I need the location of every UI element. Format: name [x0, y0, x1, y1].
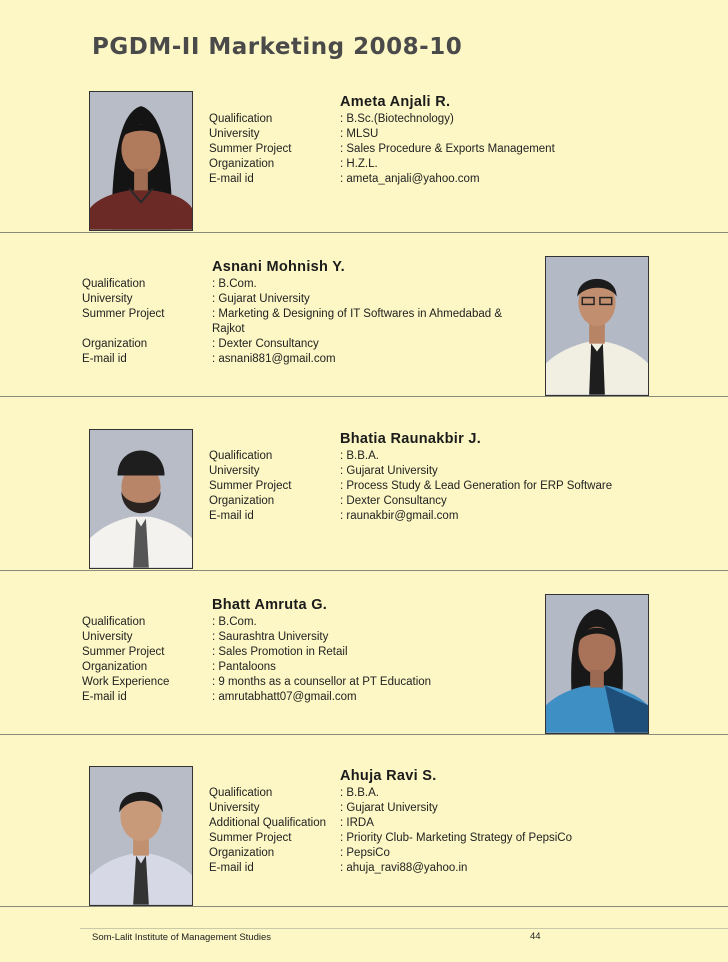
page-number: 44	[530, 931, 541, 942]
student-details-bhatia	[209, 449, 612, 524]
detail-label: Qualification	[82, 616, 146, 628]
detail-value: : Gujarat University	[340, 465, 438, 477]
detail-value: : H.Z.L.	[340, 158, 378, 170]
student-photo-asnani	[545, 256, 649, 396]
page-title: PGDM-II Marketing 2008-10	[92, 34, 463, 60]
detail-row	[209, 801, 572, 816]
student-photo-ameta	[89, 91, 193, 231]
detail-row	[209, 509, 612, 524]
detail-label: Additional Qualification	[209, 817, 326, 829]
student-details-asnani	[82, 277, 532, 367]
detail-label: University	[209, 802, 260, 814]
detail-label: E-mail id	[82, 691, 127, 703]
detail-label: E-mail id	[209, 862, 254, 874]
student-name: Bhatia Raunakbir J.	[340, 431, 482, 447]
detail-row	[82, 307, 532, 337]
detail-row	[82, 352, 532, 367]
detail-row	[82, 690, 431, 705]
detail-value: : 9 months as a counsellor at PT Education	[212, 676, 432, 688]
detail-label: Qualification	[209, 787, 273, 799]
student-photo-bhatia	[89, 429, 193, 569]
detail-value: : MLSU	[340, 128, 379, 140]
detail-label: Organization	[82, 661, 148, 673]
detail-value: : Priority Club- Marketing Strategy of PepsiCo	[340, 832, 573, 844]
detail-row	[209, 479, 612, 494]
detail-label: Summer Project	[209, 480, 292, 492]
detail-label: E-mail id	[82, 353, 127, 365]
detail-row	[209, 816, 572, 831]
detail-value: : Sales Promotion in Retail	[212, 646, 348, 658]
detail-value: : amrutabhatt07@gmail.com	[212, 691, 357, 703]
detail-row	[209, 846, 572, 861]
detail-value: : raunakbir@gmail.com	[340, 510, 459, 522]
detail-row	[82, 660, 431, 675]
detail-row	[209, 112, 555, 127]
student-details-ameta	[209, 112, 555, 187]
footer-institute: Som-Lalit Institute of Management Studies	[92, 932, 272, 943]
detail-label: E-mail id	[209, 173, 254, 185]
section-divider	[0, 570, 728, 571]
portrait-image	[546, 257, 648, 395]
detail-label: E-mail id	[209, 510, 254, 522]
detail-row	[82, 337, 532, 352]
portrait-image	[90, 430, 192, 568]
detail-value: : Dexter Consultancy	[340, 495, 447, 507]
detail-label: Qualification	[82, 278, 146, 290]
student-name: Ameta Anjali R.	[340, 94, 451, 110]
detail-value: : Sales Procedure & Exports Management	[340, 143, 555, 155]
detail-value: : Saurashtra University	[212, 631, 329, 643]
detail-value: : Gujarat University	[212, 293, 310, 305]
detail-row	[209, 127, 555, 142]
detail-row	[209, 861, 572, 876]
detail-row	[209, 142, 555, 157]
detail-label: Summer Project	[209, 143, 292, 155]
detail-value: : Dexter Consultancy	[212, 338, 319, 350]
detail-value: : asnani881@gmail.com	[212, 353, 336, 365]
portrait-image	[546, 595, 648, 733]
detail-row	[209, 172, 555, 187]
detail-value: : B.B.A.	[340, 787, 379, 799]
detail-row	[82, 615, 431, 630]
footer-rule	[80, 928, 728, 929]
detail-label: Qualification	[209, 113, 273, 125]
detail-row	[209, 464, 612, 479]
detail-row	[82, 292, 532, 307]
student-name: Bhatt Amruta G.	[212, 597, 328, 613]
detail-row	[209, 786, 572, 801]
detail-value: : IRDA	[340, 817, 374, 829]
detail-row	[82, 277, 532, 292]
detail-row	[209, 157, 555, 172]
detail-value: : ahuja_ravi88@yahoo.in	[340, 862, 468, 874]
detail-label: Qualification	[209, 450, 273, 462]
detail-label: University	[209, 465, 260, 477]
detail-value: : Gujarat University	[340, 802, 438, 814]
detail-row	[82, 645, 431, 660]
detail-label: University	[82, 293, 133, 305]
section-divider	[0, 232, 728, 233]
detail-label: University	[82, 631, 133, 643]
section-divider	[0, 906, 728, 907]
detail-label: Organization	[209, 495, 275, 507]
student-details-bhatt	[82, 615, 431, 705]
detail-row	[209, 449, 612, 464]
detail-value: : B.B.A.	[340, 450, 379, 462]
detail-label: Summer Project	[82, 308, 165, 320]
student-name: Asnani Mohnish Y.	[212, 259, 345, 275]
student-name: Ahuja Ravi S.	[340, 768, 437, 784]
student-details-ahuja	[209, 786, 572, 876]
detail-label: Work Experience	[82, 676, 170, 688]
detail-value: : PepsiCo	[340, 847, 390, 859]
detail-row	[209, 494, 612, 509]
portrait-image	[90, 92, 192, 230]
detail-label: Summer Project	[82, 646, 165, 658]
detail-value: : B.Com.	[212, 616, 257, 628]
detail-label: University	[209, 128, 260, 140]
detail-row	[82, 630, 431, 645]
student-photo-bhatt	[545, 594, 649, 734]
portrait-image	[90, 767, 192, 905]
detail-value: : ameta_anjali@yahoo.com	[340, 173, 480, 185]
detail-label: Organization	[209, 158, 275, 170]
detail-label: Summer Project	[209, 832, 292, 844]
detail-value: : B.Sc.(Biotechnology)	[340, 113, 454, 125]
section-divider	[0, 396, 728, 397]
detail-label: Organization	[82, 338, 148, 350]
detail-value: : Pantaloons	[212, 661, 276, 673]
detail-row	[82, 675, 431, 690]
student-photo-ahuja	[89, 766, 193, 906]
section-divider	[0, 734, 728, 735]
detail-value: : B.Com.	[212, 278, 257, 290]
detail-value: : Process Study & Lead Generation for ERP Software	[340, 480, 613, 492]
detail-label: Organization	[209, 847, 275, 859]
detail-value: : Marketing & Designing of IT Softwares in Ahmedabad & Rajkot	[212, 308, 502, 335]
detail-row	[209, 831, 572, 846]
